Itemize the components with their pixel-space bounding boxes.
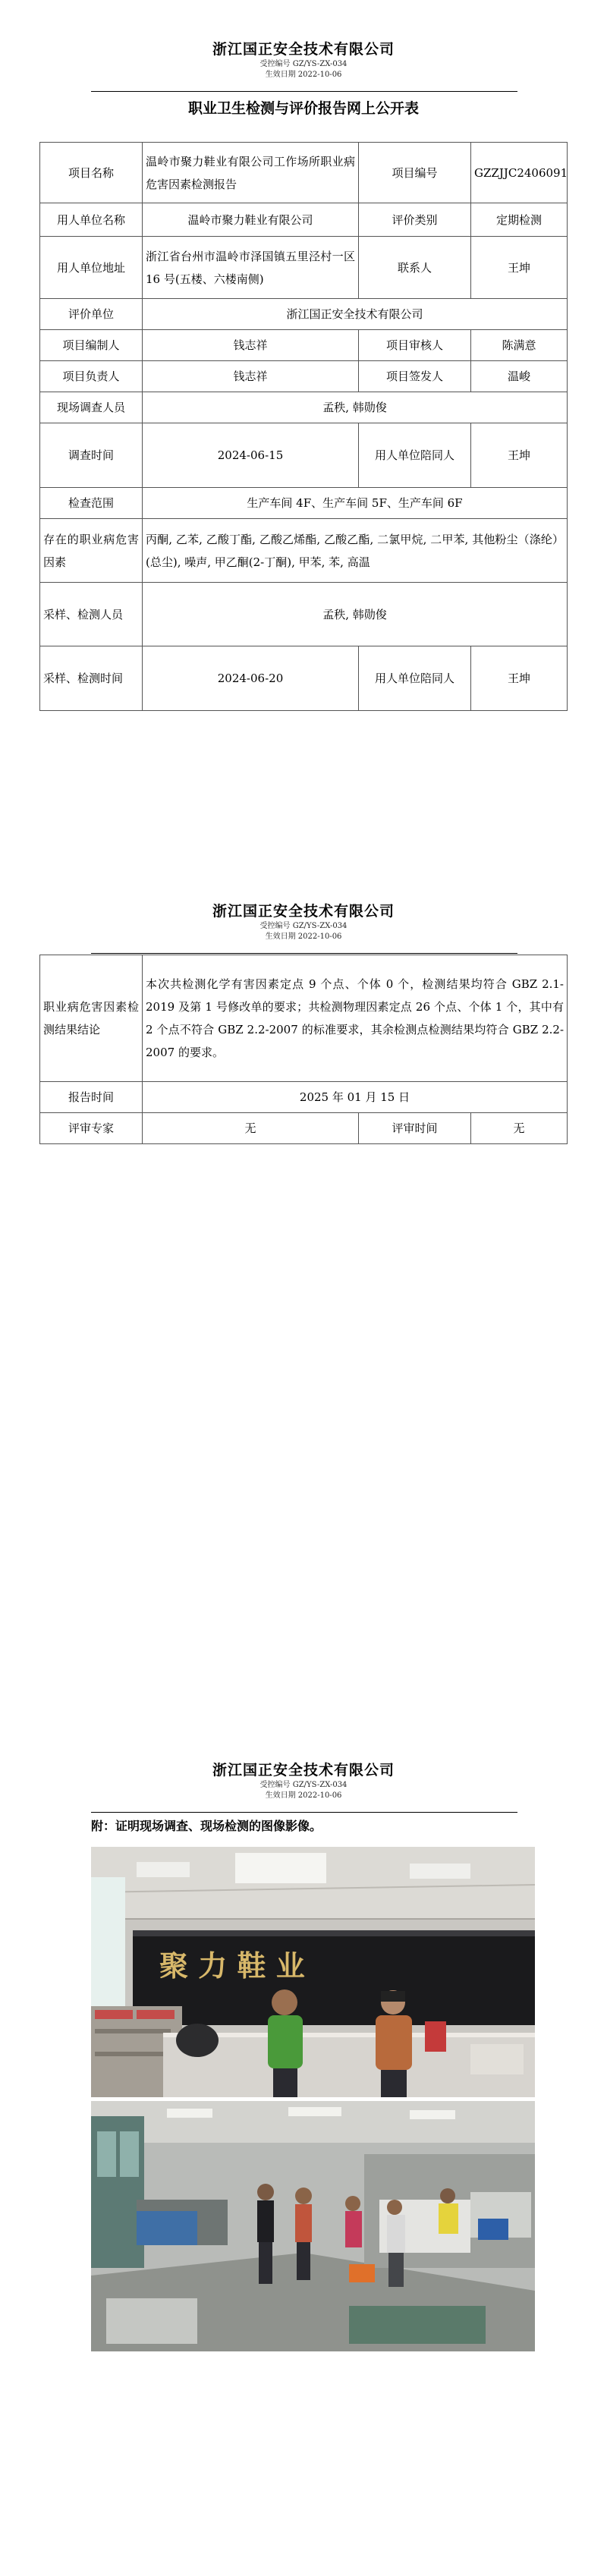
review-time-label: 评审时间 — [359, 1113, 471, 1144]
employer-label: 用人单位名称 — [40, 203, 143, 237]
expert-label: 评审专家 — [40, 1113, 143, 1144]
eval-type-label: 评价类别 — [359, 203, 471, 237]
conclusion: 本次共检测化学有害因素定点 9 个点、个体 0 个，检测结果均符合 GBZ 2.1-2019 及第 1 号修改单的要求；共检测物理因素定点 26 个点、个体 1 个，其中有 2 个点不符合 GBZ 2.2-2007 的标准要求，其余检测点检测结果均符合 GBZ 2.2-2007 的要求。 — [143, 955, 568, 1082]
company-name: 浙江国正安全技术有限公司 — [212, 903, 395, 920]
company-name: 浙江国正安全技术有限公司 — [212, 41, 395, 58]
leader: 钱志祥 — [143, 361, 359, 392]
hazards-label: 存在的职业病危害因素 — [40, 519, 143, 583]
reviewer: 陈满意 — [471, 330, 568, 361]
control-code: 受控编号 GZ/YS-ZX-034 — [259, 60, 348, 68]
eval-unit-label: 评价单位 — [40, 299, 143, 330]
compiler-label: 项目编制人 — [40, 330, 143, 361]
attachment-note: 附：证明现场调查、现场检测的图像影像。 — [91, 1819, 322, 1833]
survey-time: 2024-06-15 — [143, 423, 359, 488]
contact: 王坤 — [471, 237, 568, 299]
header-rule — [91, 953, 517, 954]
accomp-label: 用人单位陪同人 — [359, 423, 471, 488]
header-rule — [91, 91, 517, 92]
conclusion-label: 职业病危害因素检测结果结论 — [40, 955, 143, 1082]
eval-type: 定期检测 — [471, 203, 568, 237]
surveyor: 孟秩, 韩勋俊 — [143, 392, 568, 423]
page2-header — [0, 901, 607, 942]
report-time-label: 报告时间 — [40, 1082, 143, 1113]
compiler: 钱志祥 — [143, 330, 359, 361]
accomp: 王坤 — [471, 423, 568, 488]
surveyor-label: 现场调查人员 — [40, 392, 143, 423]
issuer: 温峻 — [471, 361, 568, 392]
header-rule — [91, 1812, 517, 1813]
leader-label: 项目负责人 — [40, 361, 143, 392]
site-testing-photo — [91, 2101, 535, 2351]
report-info-table — [39, 142, 568, 711]
eval-unit: 浙江国正安全技术有限公司 — [143, 299, 568, 330]
review-time: 无 — [471, 1113, 568, 1144]
reviewer-label: 项目审核人 — [359, 330, 471, 361]
issuer-label: 项目签发人 — [359, 361, 471, 392]
page3-header — [0, 1760, 607, 1801]
sample-time: 2024-06-20 — [143, 646, 359, 711]
scope-label: 检查范围 — [40, 488, 143, 519]
survey-time-label: 调查时间 — [40, 423, 143, 488]
sampler: 孟秩, 韩勋俊 — [143, 583, 568, 646]
project-name: 温岭市聚力鞋业有限公司工作场所职业病危害因素检测报告 — [143, 143, 359, 203]
conclusion-table — [39, 955, 568, 1144]
project-no: GZZJJC2406091 — [471, 143, 568, 203]
address-label: 用人单位地址 — [40, 237, 143, 299]
page1-header — [0, 39, 607, 80]
employer: 温岭市聚力鞋业有限公司 — [143, 203, 359, 237]
project-name-label: 项目名称 — [40, 143, 143, 203]
control-code: 受控编号 GZ/YS-ZX-034 — [259, 922, 348, 930]
hazards: 丙酮, 乙苯, 乙酸丁酯, 乙酸乙烯酯, 乙酸乙酯, 二氯甲烷, 二甲苯, 其他粉尘（涤纶）(总尘), 噪声, 甲乙酮(2-丁酮), 甲苯, 苯, 高温 — [143, 519, 568, 583]
contact-label: 联系人 — [359, 237, 471, 299]
address: 浙江省台州市温岭市泽国镇五里泾村一区 16 号(五楼、六楼南侧) — [143, 237, 359, 299]
effective-date: 生效日期 2022-10-06 — [265, 71, 342, 79]
accomp2-label: 用人单位陪同人 — [359, 646, 471, 711]
sampler-label: 采样、检测人员 — [40, 583, 143, 646]
sample-time-label: 采样、检测时间 — [40, 646, 143, 711]
project-no-label: 项目编号 — [359, 143, 471, 203]
scope: 生产车间 4F、生产车间 5F、生产车间 6F — [143, 488, 568, 519]
page-title: 职业卫生检测与评价报告网上公开表 — [187, 100, 419, 117]
expert: 无 — [143, 1113, 359, 1144]
report-time: 2025 年 01 月 15 日 — [143, 1082, 568, 1113]
accomp2: 王坤 — [471, 646, 568, 711]
effective-date: 生效日期 2022-10-06 — [265, 933, 342, 941]
site-survey-photo — [91, 1847, 535, 2097]
effective-date: 生效日期 2022-10-06 — [265, 1791, 342, 1800]
company-name: 浙江国正安全技术有限公司 — [212, 1762, 395, 1779]
company-sign: 聚 力 鞋 业 — [159, 1949, 305, 1983]
control-code: 受控编号 GZ/YS-ZX-034 — [259, 1781, 348, 1789]
